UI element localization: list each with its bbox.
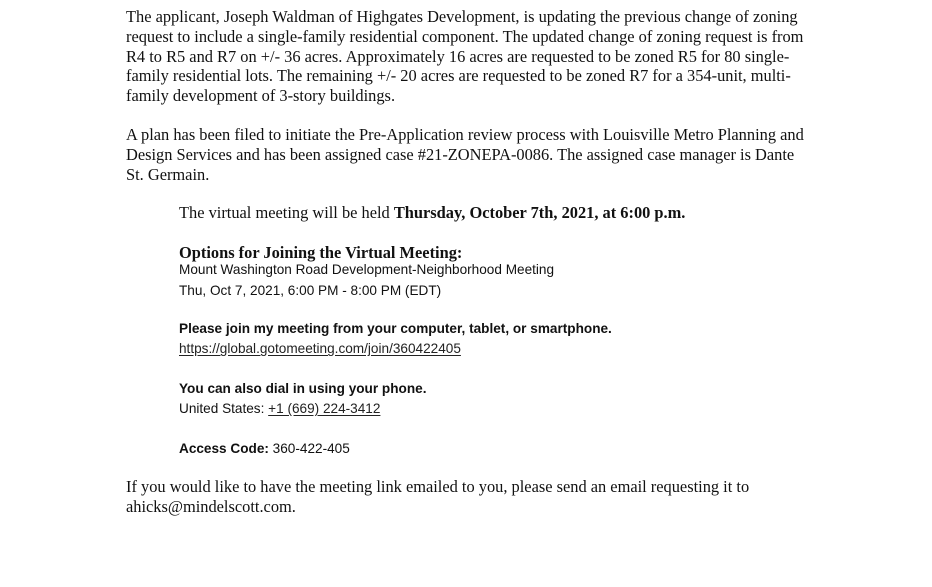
meeting-datetime: Thursday, October 7th, 2021, at 6:00 p.m. <box>393 203 686 222</box>
access-code-label: Access Code: <box>179 441 269 456</box>
pre-application-paragraph: A plan has been filed to initiate the Pre-Application review process with Louisville Metro Planning and Design Services and has been assigned case #21-ZONEPA-0086. The assigned case manager is Dante St. Germain. <box>126 125 804 184</box>
email-paragraph <box>126 477 806 517</box>
applicant-paragraph: The applicant, Joseph Waldman of Highgates Development, is updating the previous change of zoning request to include a single-family residential component. The updated change of zoning request is from R4 to R5 and R7 on +/- 36 acres. Approximately 16 acres are requested to be zoned R5 for 80 single-family residential lots. The remaining +/- 20 acres are requested to be zoned R7 for a 354-unit, multi-family development of 3-story buildings. <box>126 7 804 106</box>
join-heading: Please join my meeting from your computer, tablet, or smartphone. <box>179 321 612 336</box>
meeting-date-line <box>179 203 819 223</box>
meeting-url-link[interactable]: https://global.gotomeeting.com/join/360422405 <box>179 341 461 356</box>
access-code-line <box>179 439 819 459</box>
meeting-name: Mount Washington Road Development-Neighborhood Meeting <box>179 262 555 277</box>
phone-link[interactable]: +1 (669) 224-3412 <box>268 401 381 416</box>
access-code-value: 360-422-405 <box>268 441 350 456</box>
join-link-line <box>179 339 819 359</box>
email-suffix: . <box>291 496 296 516</box>
meeting-intro: The virtual meeting will be held <box>179 203 394 222</box>
dial-heading: You can also dial in using your phone. <box>179 381 427 396</box>
country-label: United States: <box>179 401 269 416</box>
email-request-text: If you would like to have the meeting link emailed to you, please send an email requesting it to <box>126 477 750 496</box>
options-heading: Options for Joining the Virtual Meeting: <box>179 243 463 262</box>
meeting-time: Thu, Oct 7, 2021, 6:00 PM - 8:00 PM (EDT) <box>179 283 442 298</box>
email-address[interactable]: ahicks@mindelscott.com <box>126 496 292 516</box>
dial-line <box>179 399 819 419</box>
